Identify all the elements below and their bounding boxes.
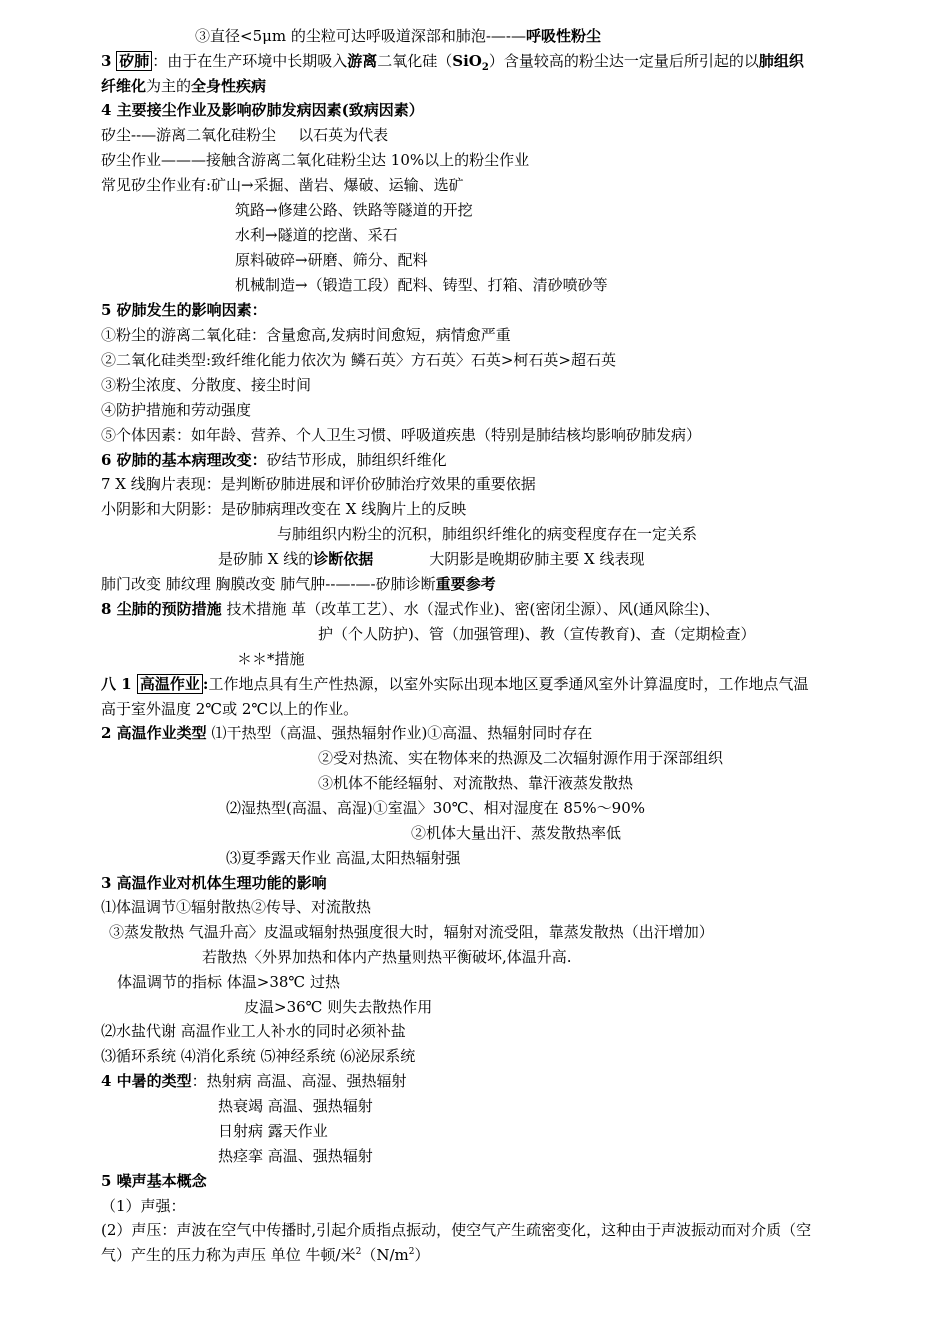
section-8-line	[101, 674, 808, 694]
text-line: 原料破碎→研磨、筛分、配料	[235, 251, 428, 269]
superscript: 2	[355, 1247, 362, 1257]
text-span: 矽尘--—游离二氧化硅粉尘	[101, 126, 277, 144]
text-span: 为主的	[146, 77, 192, 95]
text-line: ⑶夏季露天作业 高温,太阳热辐射强	[226, 849, 461, 867]
bold-term: 诊断依据	[313, 550, 374, 568]
sio2-formula	[452, 52, 489, 73]
bold-term: 肺组织	[758, 52, 804, 70]
text-line: 若散热〈外界加热和体内产热量则热平衡破坏,体温升高.	[202, 948, 572, 966]
bold-term: 游离	[347, 52, 378, 70]
list-item: ①粉尘的游离二氧化硅：含量愈高,发病时间愈短，病情愈严重	[101, 326, 511, 344]
text-line: 筑路→修建公路、铁路等隧道的开挖	[235, 201, 473, 219]
text-line	[101, 599, 720, 619]
text-line: 水利→隧道的挖凿、采石	[235, 226, 398, 244]
text-line: ⑵湿热型(高温、高湿)①室温〉30℃、相对湿度在 85%～90%	[226, 799, 646, 817]
list-item: ②二氧化硅类型:致纤维化能力依次为 鳞石英〉方石英〉石英>柯石英>超石英	[101, 351, 616, 369]
text-line	[101, 450, 447, 470]
bold-heading: 4 中暑的类型	[101, 1072, 192, 1090]
text-line	[218, 549, 644, 569]
section-3-line	[101, 51, 804, 71]
text-span: ：由于在生产环境中长期吸入	[152, 52, 348, 70]
text-span: ）含量较高的粉尘达一定量后所引起的以	[488, 52, 759, 70]
subscript: 2	[481, 62, 489, 73]
text-span: ③直径<5μm 的尘粒可达呼吸道深部和肺泡-—-—	[195, 27, 526, 45]
text-line: 矽尘作业———接触含游离二氧化硅粉尘达 10%以上的粉尘作业	[101, 151, 530, 169]
text-span: 矽结节形成，肺组织纤维化	[266, 451, 447, 469]
text-span: 气）产生的压力称为声压 单位 牛顿/米	[101, 1246, 356, 1264]
text-span: 二氧化硅（	[377, 52, 453, 70]
text-line: ⑶循环系统 ⑷消化系统 ⑸神经系统 ⑹泌尿系统	[101, 1047, 416, 1065]
text-line	[101, 723, 592, 743]
formula-text: SiO	[452, 52, 482, 70]
text-span: ）	[414, 1246, 430, 1264]
section-heading: 3 高温作业对机体生理功能的影响	[101, 874, 327, 892]
text-line: （1）声强：	[101, 1197, 186, 1215]
text-line: 日射病 露天作业	[218, 1122, 328, 1140]
text-span: （N/m	[361, 1246, 409, 1264]
text-line: 体温调节的指标 体温>38℃ 过热	[117, 973, 340, 991]
text-line: ②受对热流、实在物体来的热源及二次辐射源作用于深部组织	[318, 749, 724, 767]
text-line: ＊＊*措施	[237, 650, 305, 668]
text-line	[195, 26, 601, 46]
bold-heading: 2 高温作业类型	[101, 724, 207, 742]
text-line: ③蒸发散热 气温升高〉皮温或辐射热强度很大时，辐射对流受阻，靠蒸发散热（出汗增加）	[109, 923, 714, 941]
text-span: 工作地点具有生产性热源，以室外实际出现本地区夏季通风室外计算温度时，工作地点气温	[208, 675, 809, 693]
text-line: 皮温>36℃ 则失去散热作用	[244, 998, 433, 1016]
section-number: 八 1	[101, 675, 137, 693]
bold-heading: 6 矽肺的基本病理改变：	[101, 451, 267, 469]
text-line: 常见矽尘作业有:矿山→采掘、凿岩、爆破、运输、选矿	[101, 176, 464, 194]
text-line	[101, 76, 266, 96]
section-heading: 5 噪声基本概念	[101, 1172, 207, 1190]
text-line	[101, 125, 388, 145]
text-span: ⑴干热型（高温、强热辐射作业)①高温、热辐射同时存在	[206, 724, 593, 742]
text-line: 与肺组织内粉尘的沉积，肺组织纤维化的病变程度存在一定关系	[277, 525, 698, 543]
text-line	[101, 574, 496, 594]
text-span: 是矽肺 X 线的	[218, 550, 314, 568]
bold-term: 重要参考	[435, 575, 496, 593]
list-item: ③粉尘浓度、分散度、接尘时间	[101, 376, 312, 394]
text-line	[101, 1245, 429, 1265]
list-item: ④防护措施和劳动强度	[101, 401, 252, 419]
boxed-term: 高温作业	[137, 674, 203, 694]
text-line: 热痉挛 高温、强热辐射	[218, 1147, 373, 1165]
text-line: 护（个人防护)、管（加强管理)、教（宣传教育)、查（定期检查）	[318, 625, 756, 643]
text-line: ⑴体温调节①辐射散热②传导、对流散热	[101, 898, 372, 916]
boxed-term: 矽肺	[116, 51, 152, 71]
text-span: 大阴影是晚期矽肺主要 X 线表现	[429, 550, 645, 568]
text-line: 机械制造→（锻造工段）配料、铸型、打箱、清砂喷砂等	[235, 276, 608, 294]
text-span: ：热射病 高温、高湿、强热辐射	[191, 1072, 407, 1090]
superscript: 2	[408, 1247, 415, 1257]
section-number: 3	[101, 52, 112, 70]
text-line: 7 X 线胸片表现：是判断矽肺进展和评价矽肺治疗效果的重要依据	[101, 475, 536, 493]
text-line	[101, 1071, 406, 1091]
bold-heading: 8 尘肺的预防措施	[101, 600, 222, 618]
bold-term: 全身性疾病	[191, 77, 267, 95]
text-line: 热衰竭 高温、强热辐射	[218, 1097, 373, 1115]
text-span: 技术措施 革（改革工艺）、水（湿式作业)、密(密闭尘源）、风(通风除尘)、	[221, 600, 720, 618]
bold-term: 纤维化	[101, 77, 147, 95]
text-line: ⑵水盐代谢 高温作业工人补水的同时必须补盐	[101, 1022, 406, 1040]
text-line: ②机体大量出汗、蒸发散热率低	[411, 824, 622, 842]
text-line: 小阴影和大阴影：是矽肺病理改变在 X 线胸片上的反映	[101, 500, 467, 518]
text-line: 高于室外温度 2℃或 2℃以上的作业。	[101, 700, 359, 718]
section-heading: 5 矽肺发生的影响因素：	[101, 301, 267, 319]
text-span: 肺门改变 肺纹理 胸膜改变 肺气肿--—-—-矽肺诊断	[101, 575, 436, 593]
text-line: ③机体不能经辐射、对流散热、靠汗液蒸发散热	[318, 774, 634, 792]
list-item: ⑤个体因素：如年龄、营养、个人卫生习惯、呼吸道疾患（特别是肺结核均影响矽肺发病）	[101, 426, 702, 444]
text-span: 以石英为代表	[298, 126, 389, 144]
section-heading: 4 主要接尘作业及影响矽肺发病因素(致病因素）	[101, 101, 424, 119]
text-line: (2）声压：声波在空气中传播时,引起介质指点振动，使空气产生疏密变化，这种由于声波振动而对介质（空	[101, 1221, 812, 1239]
bold-term: 呼吸性粉尘	[526, 27, 602, 45]
colon: :	[202, 675, 209, 693]
